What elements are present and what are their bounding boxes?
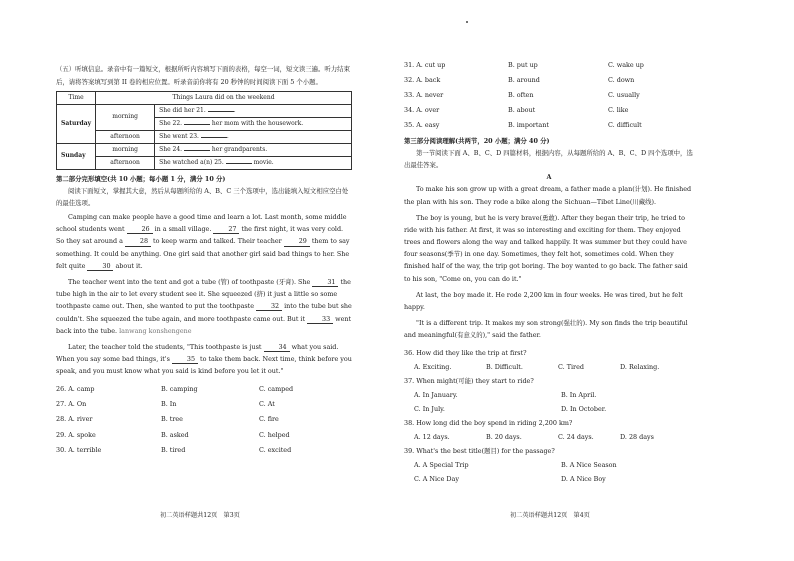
answer-blank-25[interactable] bbox=[226, 163, 252, 164]
list-item: 30. A. terrible B. tired C. excited bbox=[56, 445, 292, 454]
part3-instructions: 第一节阅读下面 A、B、C、D 四篇材料，根据内容，从每题所给的 A、B、C、D 四个选项中，选出最佳答案。 bbox=[404, 149, 693, 170]
page-footer-left: 初二英语样题共12页 第3页 bbox=[160, 512, 240, 519]
cloze-blank-33[interactable]: 33 bbox=[307, 316, 333, 324]
list-item: 31. A. cut up B. put up C. wake up bbox=[404, 60, 644, 69]
question-text: 39. What's the best title(题目) for the passage? bbox=[404, 446, 555, 455]
passage-paragraph: To make his son grow up with a great dream, a father made a plan(计划). He finished the plan with his son. They rode a bike along the Sichuan—Tibet Line(川藏线). bbox=[404, 185, 692, 206]
day-sunday: Sunday bbox=[57, 143, 96, 169]
cloze-blank-28[interactable]: 28 bbox=[125, 238, 151, 246]
page-footer-right: 初二英语样题共12页 第4页 bbox=[510, 512, 590, 519]
part2-instructions: 阅读下面短文，掌握其大意，然后从每题所给的 A、B、C 三个选项中，选出能填入短文相应空白处的最佳选项。 bbox=[56, 186, 349, 207]
list-item: 33. A. never B. often C. usually bbox=[404, 90, 640, 99]
cloze-blank-29[interactable]: 29 bbox=[284, 238, 310, 246]
list-item: A. Exciting. B. Difficult. C. Tired D. Relaxing. bbox=[414, 362, 660, 371]
cloze-paragraph-3: Later, the teacher told the students, "This toothpaste is just 34 what you said. When you say some bad things, it's 35 to take them back. Next time, think before you speak, and you must know what you said is kind before you let it out." bbox=[56, 342, 352, 376]
list-item: 35. A. easy B. important C. difficult bbox=[404, 121, 642, 130]
cloze-blank-31[interactable]: 31 bbox=[312, 279, 338, 287]
question-text: 36. How did they like the trip at first? bbox=[404, 348, 527, 357]
left-page bbox=[56, 0, 352, 457]
table-header-title: Things Laura did on the weekend bbox=[96, 91, 352, 104]
answer-blank-22[interactable] bbox=[184, 124, 210, 125]
list-item: 34. A. over B. about C. like bbox=[404, 106, 629, 115]
cloze-paragraph-1: Camping can make people have a good time and learn a lot. Last month, some middle school students went 26 in a small village. 27 the first night, it was very cold. So they sat around a 28 to keep warm and talked. Their teacher 29 them to say something. It could be anything. One girl said that another girl said bad things to her. She felt quite 30 about it. bbox=[56, 213, 350, 270]
answer-blank-24[interactable] bbox=[184, 150, 210, 151]
list-item: A. In January. B. In April. bbox=[414, 390, 597, 399]
question-39 bbox=[404, 444, 694, 486]
cloze-paragraph-2: The teacher went into the tent and got a tube (管) of toothpaste (牙膏). She 31 the tube high in the air to let every student see it. She squeezed (挤) it just a little so some toothpaste came out. Then, she wanted to put the toothpaste 32 into the tube but she couldn't. She squeezed the tube again, and more toothpaste came out. But it 33 went back into the tube. lanwang konshengene bbox=[56, 278, 352, 335]
table-row: She did her 21. . bbox=[155, 104, 352, 117]
cloze-blank-32[interactable]: 32 bbox=[256, 303, 282, 311]
list-item: 27. A. On B. In C. At bbox=[56, 400, 275, 409]
table-row: She 22. her mom with the housework. bbox=[155, 117, 352, 130]
table-row: She watched a(n) 25. movie. bbox=[155, 156, 352, 169]
cloze-blank-27[interactable]: 27 bbox=[213, 226, 239, 234]
cloze-blank-35[interactable]: 35 bbox=[172, 356, 198, 364]
section5-instructions: （五）听填信息。录音中有一篇短文，根据所听内容填写下面的表格，每空一词，短文读三遍。听力结束后，请将答案填写到第 II 卷的相应位置。听录音前你将有 20 秒钟的时间阅读下面 5 个小题。 bbox=[56, 65, 350, 86]
cloze-options-26-30 bbox=[56, 381, 352, 457]
right-page bbox=[404, 0, 694, 486]
question-text: 38. How long did the boy spend in riding 2,200 km? bbox=[404, 418, 573, 427]
listening-table bbox=[56, 91, 352, 170]
answer-blank-23[interactable] bbox=[201, 137, 227, 138]
cloze-blank-26[interactable]: 26 bbox=[127, 226, 153, 234]
passage-paragraph: The boy is young, but he is very brave(勇敢). After they began their trip, he tried to ride with his father. At first, it was so interesting and exciting for them. They enjoyed trees and flowers along the way and talked happily. It was summer but they could have four seasons(季节) in one day. Sometimes, they felt hot, sometimes cold. When they finished half of the way, the trip got boring. The boy wanted to go back. The father said to his son, "Come on, you can do it." bbox=[404, 213, 688, 283]
list-item: 28. A. river B. tree C. fire bbox=[56, 415, 279, 424]
list-item: C. A Nice Day D. A Nice Boy bbox=[414, 474, 606, 483]
table-row: She went 23. . bbox=[155, 130, 352, 143]
cloze-blank-30[interactable]: 30 bbox=[87, 263, 113, 271]
table-header-time: Time bbox=[57, 91, 96, 104]
list-item: 26. A. camp B. camping C. camped bbox=[56, 384, 294, 393]
scan-artifact-text: lanwang konshengene bbox=[119, 326, 192, 335]
cloze-options-31-35 bbox=[404, 57, 694, 133]
answer-blank-21[interactable] bbox=[208, 111, 234, 112]
list-item: A. A Special Trip B. A Nice Season bbox=[414, 460, 617, 469]
part2-title: 第二部分完形填空(共 10 小题；每小题 1 分，满分 10 分) bbox=[56, 174, 226, 183]
question-37 bbox=[404, 374, 694, 416]
question-text: 37. When might(可能) they start to ride? bbox=[404, 376, 534, 385]
period-morning: morning bbox=[96, 104, 155, 130]
passage-paragraph: At last, the boy made it. He rode 2,200 km in four weeks. He was tired, but he felt happy. bbox=[404, 290, 683, 311]
cloze-blank-34[interactable]: 34 bbox=[264, 344, 290, 352]
list-item: 32. A. back B. around C. down bbox=[404, 75, 635, 84]
table-row: She 24. her grandparents. bbox=[155, 143, 352, 156]
question-36 bbox=[404, 346, 694, 374]
part3-title: 第三部分阅读理解(共两节，20 小题；满分 40 分) bbox=[404, 136, 550, 145]
period-afternoon: afternoon bbox=[96, 156, 155, 169]
list-item: C. In July. D. In October. bbox=[414, 404, 607, 413]
period-afternoon: afternoon bbox=[96, 130, 155, 143]
day-saturday: Saturday bbox=[57, 104, 96, 143]
period-morning: morning bbox=[96, 143, 155, 156]
passage-paragraph: "It is a different trip. It makes my son strong(强壮的). My son finds the trip beautiful and meaningful(有意义的)," said the father. bbox=[404, 319, 688, 340]
list-item: 29. A. spoke B. asked C. helped bbox=[56, 430, 290, 439]
question-38 bbox=[404, 416, 694, 444]
list-item: A. 12 days. B. 20 days. C. 24 days. D. 28 days bbox=[414, 432, 654, 441]
passage-label: A bbox=[546, 173, 552, 182]
